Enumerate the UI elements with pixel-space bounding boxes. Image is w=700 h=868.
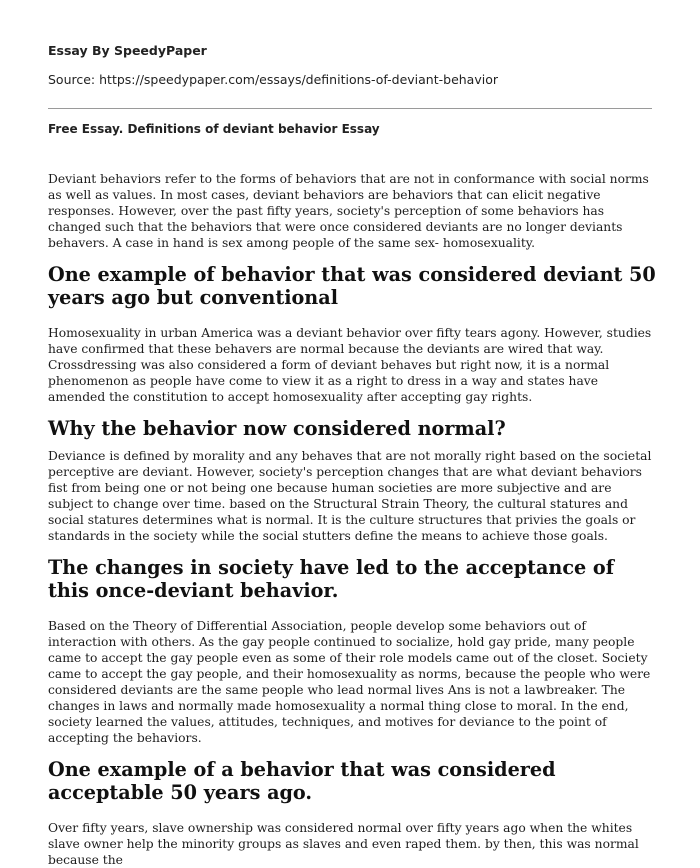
section-heading-society-changes: The changes in society have led to the acceptance of this once-deviant behavior.	[48, 556, 614, 602]
section-heading-acceptable-example: One example of a behavior that was considered acceptable 50 years ago.	[48, 758, 556, 804]
section-heading-why-normal: Why the behavior now considered normal?	[48, 417, 506, 440]
essay-body	[48, 171, 658, 868]
intro-paragraph: Deviant behaviors refer to the forms of behaviors that are not in conformance with social norms as well as values. In most cases, deviant behaviors are behaviors that can elicit negative responses. However, over the past fifty years, society's perception of some behaviors has changed such that the behaviors that were once considered deviants are no longer deviants behavers. A case in hand is sex among people of the same sex- homosexuality.	[48, 172, 649, 250]
paragraph-why-normal: Deviance is defined by morality and any behaves that are not morally right based on the societal perceptive are deviant. However, society's perception changes that are what deviant behaviors fist from being one or not being one because human societies are more subjective and are subject to change over time. based on the Structural Strain Theory, the cultural statures and social statures determines what is normal. It is the culture structures that privies the goals or standards in the society while the social stutters define the means to achieve those goals.	[48, 449, 652, 543]
section-heading-deviant-example: One example of behavior that was considered deviant 50 years ago but conventional	[48, 263, 656, 309]
essay-title: Free Essay. Definitions of deviant behavior Essay	[48, 122, 380, 136]
site-title: Essay By SpeedyPaper	[48, 43, 207, 58]
source-line: Source: https://speedypaper.com/essays/definitions-of-deviant-behavior	[48, 72, 498, 87]
paragraph-acceptable-example: Over fifty years, slave ownership was considered normal over fifty years ago when the whites slave owner help the minority groups as slaves and even raped them. by then, this was normal because the	[48, 821, 639, 867]
paragraph-society-changes: Based on the Theory of Differential Association, people develop some behaviors out of interaction with others. As the gay people continued to socialize, hold gay pride, many people came to accept the gay people even as some of their role models came out of the closet. Society came to accept the gay people, and their homosexuality as norms, because the people who were considered deviants are the same people who lead normal lives Ans is not a lawbreaker. The changes in laws and normally made homosexuality a normal thing close to moral. In the end, society learned the values, attitudes, techniques, and motives for deviance to the point of accepting the behaviors.	[48, 619, 651, 745]
header-divider	[48, 108, 652, 109]
paragraph-deviant-example: Homosexuality in urban America was a deviant behavior over fifty tears agony. However, studies have confirmed that these behavers are normal because the deviants are wired that way. Crossdressing was also considered a form of deviant behaves but right now, it is a normal phenomenon as people have come to view it as a right to dress in a way and states have amended the constitution to accept homosexuality after accepting gay rights.	[48, 326, 652, 404]
